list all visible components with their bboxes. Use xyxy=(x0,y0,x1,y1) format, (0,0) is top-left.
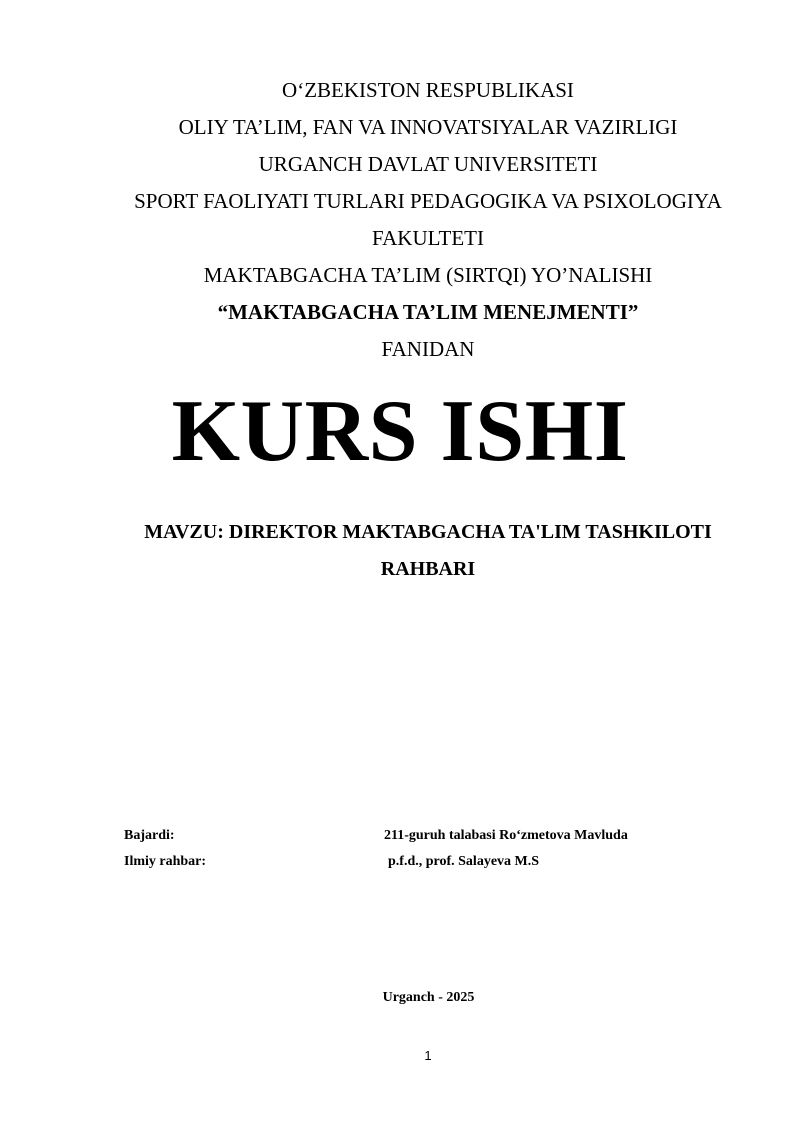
supervisor-value: p.f.d., prof. Salayeva M.S xyxy=(388,854,540,869)
place-and-year: Urganch - 2025 xyxy=(382,990,475,1005)
topic-block xyxy=(60,514,796,588)
header-subject-suffix: FANIDAN xyxy=(381,337,475,361)
topic-line-1: MAVZU: DIREKTOR MAKTABGACHA TA'LIM TASHKILOTI xyxy=(144,521,712,543)
header-faculty: SPORT FAOLIYATI TURLARI PEDAGOGIKA VA PSIXOLOGIYA xyxy=(134,189,722,213)
document-title: KURS ISHI xyxy=(171,383,629,480)
performed-by-value: 211-guruh talabasi Ro‘zmetova Mavluda xyxy=(384,828,628,843)
page-number: 1 xyxy=(424,1048,432,1063)
performed-by-label: Bajardi: xyxy=(124,828,175,843)
supervisor-label: Ilmiy rahbar: xyxy=(124,854,207,869)
header-ministry: OLIY TA’LIM, FAN VA INNOVATSIYALAR VAZIRLIGI xyxy=(178,115,678,139)
header-faculty-cont: FAKULTETI xyxy=(372,226,484,250)
header-program: MAKTABGACHA TA’LIM (SIRTQI) YO’NALISHI xyxy=(203,263,653,287)
header-subject: “MAKTABGACHA TA’LIM MENEJMENTI” xyxy=(217,300,639,324)
institution-header xyxy=(60,72,796,368)
header-university: URGANCH DAVLAT UNIVERSITETI xyxy=(258,152,598,176)
topic-line-2: RAHBARI xyxy=(380,558,476,580)
header-country: O‘ZBEKISTON RESPUBLIKASI xyxy=(282,78,574,102)
